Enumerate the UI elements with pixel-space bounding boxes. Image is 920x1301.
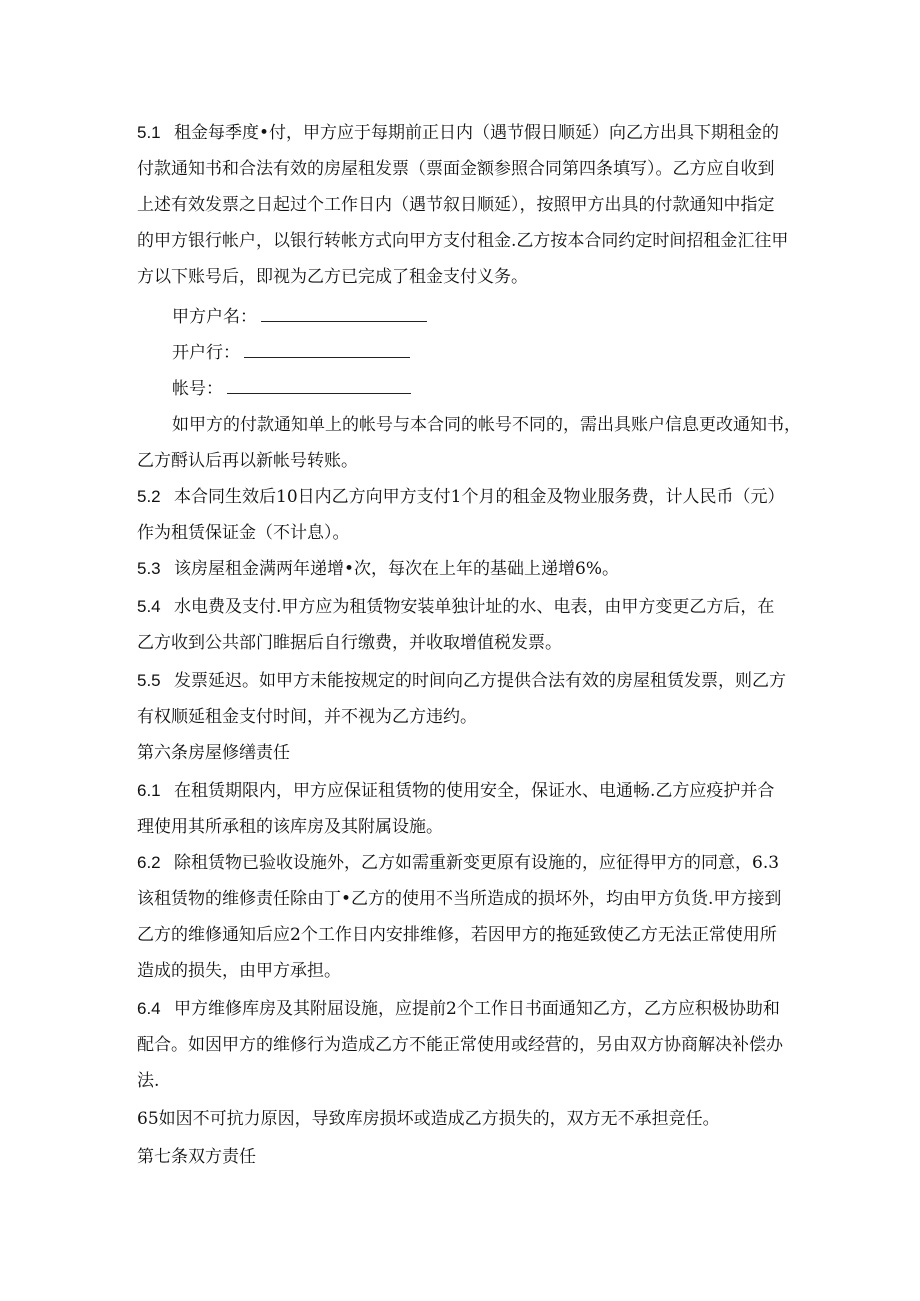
- clause-number: 6.4: [137, 999, 161, 1018]
- clause-6-2-line-1: 6.2 除租赁物已验收设施外，乙方如需重新变更原有设施的，应征得甲方的同意，6.3: [137, 853, 780, 873]
- article-7-heading: 第七条双方责任: [137, 1147, 256, 1167]
- clause-6-1-line-1: 6.1 在租赁期限内，甲方应保证租赁物的使用安全，保证水、电通畅.乙方应疫护并合: [137, 781, 775, 801]
- clause-number: 6.2: [137, 853, 161, 872]
- clause-5-5-line-1: 5.5 发票延迟。如甲方未能按规定的时间向乙方提供合法有效的房屋租赁发票，则乙方: [137, 671, 786, 691]
- clause-5-1-line-5: 方以下账号后，即视为乙方已完成了租金支付义务。: [137, 267, 528, 287]
- field-label: 甲方户名：: [172, 307, 257, 327]
- blank-line: [227, 379, 411, 394]
- article-6-heading: 第六条房屋修缮责任: [137, 743, 290, 763]
- field-label: 开户行：: [172, 343, 240, 363]
- clause-5-4-line-2: 乙方收到公共部门睢据后自行缴费，并收取增值税发票。: [137, 633, 562, 653]
- clause-6-4-line-1: 6.4 甲方维修库房及其附屈设施，应提前2个工作日书面通知乙方，乙方应积极协助和: [137, 999, 780, 1019]
- clause-number: 5.5: [137, 671, 161, 690]
- clause-5-2-line-2: 作为租赁保证金（不计息）。: [137, 523, 350, 543]
- account-change-line-1: 如甲方的付款通知单上的帐号与本合同的帐号不同的，需出具账户信息更改通知书，: [172, 415, 801, 435]
- clause-6-1-line-2: 理使用其所承租的该库房及其附属设施。: [137, 817, 443, 837]
- clause-number: 5.2: [137, 487, 161, 506]
- account-change-line-2: 乙方酹认后再以新帐号转账。: [137, 451, 358, 471]
- field-account-name: [172, 306, 427, 328]
- clause-number: 5.3: [137, 559, 161, 578]
- clause-5-3: 5.3 该房屋租金满两年递增•次，每次在上年的基础上递增6%。: [137, 559, 619, 579]
- clause-6-2-line-4: 造成的损失，由甲方承担。: [137, 961, 341, 981]
- clause-5-4-line-1: 5.4 水电费及支付.甲方应为租赁物安装单独计址的水、电表，由甲方变更乙方后，在: [137, 597, 775, 617]
- clause-5-1-line-3: 上述有效发票之日起过个工作日内（遇节叙日顺延），按照甲方出具的付款通知中指定: [137, 195, 775, 215]
- clause-6-2-line-3: 乙方的维修通知后应2个工作日内安排维修，若因甲方的拖延致使乙方无法正常使用所: [137, 925, 777, 945]
- field-label: 帐号：: [172, 379, 223, 399]
- clause-5-1-line-1: 5.1 租金每季度•付，甲方应于每期前正日内（遇节假日顺延）向乙方出具下期租金的: [137, 123, 780, 143]
- clause-6-4-line-3: 法.: [137, 1071, 160, 1091]
- blank-line: [244, 343, 410, 358]
- clause-6-5: 65如因不可抗力原因，导致库房损坏或造成乙方损失的，双方无不承担竞任。: [137, 1109, 720, 1129]
- clause-5-2-line-1: 5.2 本合同生效后10日内乙方向甲方支付1个月的租金及物业服务费，计人民币（元）: [137, 487, 785, 507]
- clause-6-4-line-2: 配合。如因甲方的维修行为造成乙方不能正常使用或经营的，另由双方协商解决补偿办: [137, 1035, 783, 1055]
- clause-number: 5.1: [137, 123, 161, 142]
- clause-6-2-line-2: 该租赁物的维修责任除由丁•乙方的使用不当所造成的损坏外，均由甲方负货.甲方接到: [137, 889, 782, 909]
- clause-number: 5.4: [137, 597, 161, 616]
- blank-line: [261, 307, 427, 322]
- field-bank: [172, 342, 410, 364]
- clause-5-1-line-2: 付款通知书和合法有效的房屋租发票（票面金额参照合同第四条填写）。乙方应自收到: [137, 159, 775, 179]
- field-account-number: [172, 378, 411, 400]
- clause-number: 6.1: [137, 781, 161, 800]
- clause-5-5-line-2: 有权顺延租金支付时间，并不视为乙方违约。: [137, 707, 477, 727]
- clause-5-1-line-4: 的甲方银行帐户，以银行转帐方式向甲方支付租金.乙方按本合同约定时间招租金汇往甲: [137, 231, 789, 251]
